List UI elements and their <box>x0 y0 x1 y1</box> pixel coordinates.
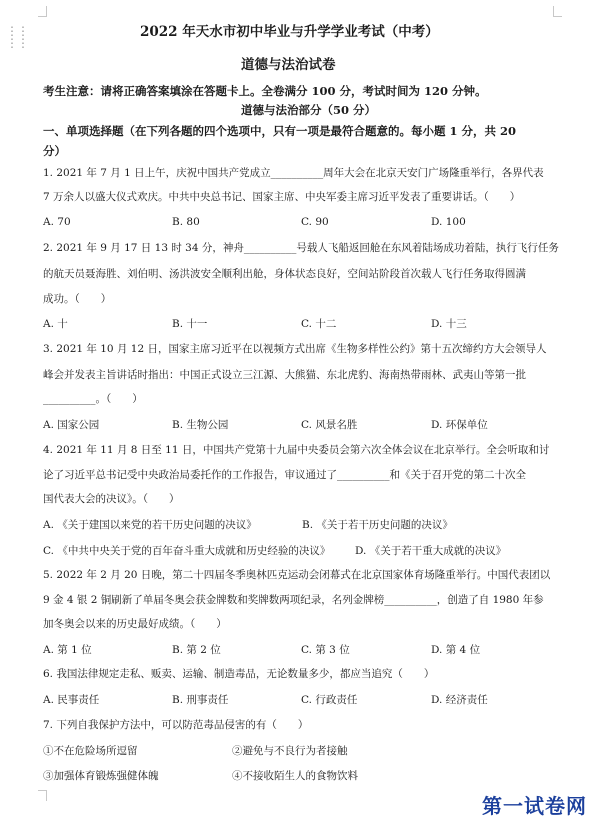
question-text: 3. 2021 年 10 月 12 日，国家主席习近平在以视频方式出席《生物多样性公约》第十五次缔约方大会领导人 <box>43 343 547 355</box>
part-heading: 道德与法治部分（50 分） <box>241 103 377 117</box>
option-b: B. 十一 <box>172 318 208 330</box>
option-c: C. 第 3 位 <box>301 644 350 656</box>
question-text: 的航天员聂海胜、刘伯明、汤洪波安全顺利出舱，身体状态良好，空间站阶段首次载人飞行任务取得圆满 <box>43 268 526 280</box>
question-text: 成功。（ ） <box>43 293 112 305</box>
question-text: 加冬奥会以来的历史最好成绩。（ ） <box>43 618 227 630</box>
option-a: A. 《关于建国以来党的若干历史问题的决议》 <box>43 519 257 531</box>
option-a: A. 国家公园 <box>43 419 100 431</box>
question-text: 7 万余人以盛大仪式欢庆。中共中央总书记、国家主席、中央军委主席习近平发表了重要讲话。（ ） <box>43 191 521 203</box>
statement-4: ④不接收陌生人的食物饮料 <box>232 770 358 782</box>
crop-mark-top-right <box>553 6 562 17</box>
option-b: B. 《关于若干历史问题的决议》 <box>302 519 453 531</box>
question-text: 9 金 4 银 2 铜刷新了单届冬奥会获金牌数和奖牌数两项纪录，名列金牌榜__________，创造了自 1980 年参 <box>43 594 544 606</box>
option-a: A. 十 <box>43 318 68 330</box>
crop-mark-top-left <box>38 6 47 17</box>
question-text: 4. 2021 年 11 月 8 日至 11 日，中国共产党第十九届中央委员会第六次全体会议在北京举行。全会听取和讨 <box>43 444 550 456</box>
option-d: D. 经济责任 <box>431 694 488 706</box>
option-a: A. 民事责任 <box>43 694 100 706</box>
crop-mark-bottom-left <box>38 790 47 801</box>
option-c: C. 十二 <box>301 318 337 330</box>
question-text: 6. 我国法律规定走私、贩卖、运输、制造毒品，无论数量多少，都应当追究（ ） <box>43 668 435 680</box>
question-text: 论了习近平总书记受中央政治局委托作的工作报告，审议通过了__________和《关于召开党的第二十次全 <box>43 469 526 481</box>
question-text: 5. 2022 年 2 月 20 日晚，第二十四届冬季奥林匹克运动会闭幕式在北京国家体育场隆重举行。中国代表团以 <box>43 569 551 581</box>
option-c: C. 《中共中央关于党的百年奋斗重大成就和历史经验的决议》 <box>43 545 331 557</box>
option-d: D. 十三 <box>431 318 467 330</box>
question-text: __________。（ ） <box>43 393 143 405</box>
option-d: D. 环保单位 <box>431 419 488 431</box>
question-text: 国代表大会的决议》。（ ） <box>43 493 180 505</box>
section-heading-cont: 分） <box>43 144 66 158</box>
question-text: 7. 下列自我保护方法中，可以防范毒品侵害的有（ ） <box>43 719 309 731</box>
option-b: B. 刑事责任 <box>172 694 229 706</box>
statement-1: ①不在危险场所逗留 <box>43 745 138 757</box>
option-d: D. 第 4 位 <box>431 644 481 656</box>
option-a: A. 第 1 位 <box>43 644 92 656</box>
page-subtitle: 道德与法治试卷 <box>241 57 336 73</box>
statement-3: ③加强体育锻炼强健体魄 <box>43 770 159 782</box>
option-c: C. 行政责任 <box>301 694 358 706</box>
question-text: 峰会并发表主旨讲话时指出：中国正式设立三江源、大熊猫、东北虎豹、海南热带雨林、武夷山等第一批 <box>43 369 526 381</box>
section-heading: 一、单项选择题（在下列各题的四个选项中，只有一项是最符合题意的。每小题 1 分，共 20 <box>43 124 517 138</box>
option-d: D. 《关于若干重大成就的决议》 <box>355 545 507 557</box>
question-text: 2. 2021 年 9 月 17 日 13 时 34 分，神舟__________号载人飞船返回舱在东风着陆场成功着陆，执行飞行任务 <box>43 242 559 254</box>
watermark-logo: 第一试卷网 <box>482 794 587 818</box>
question-text: 1. 2021 年 7 月 1 日上午，庆祝中国共产党成立__________周年大会在北京天安门广场隆重举行，各界代表 <box>43 167 544 179</box>
statement-2: ②避免与不良行为者接触 <box>232 745 348 757</box>
option-c: C. 90 <box>301 216 329 228</box>
option-b: B. 80 <box>172 216 200 228</box>
drag-handle-icon[interactable]: ⋮⋮ ⋮⋮ <box>6 24 28 50</box>
option-a: A. 70 <box>43 216 71 228</box>
option-b: B. 生物公园 <box>172 419 229 431</box>
exam-notice: 考生注意：请将正确答案填涂在答题卡上。全卷满分 100 分，考试时间为 120 分钟。 <box>43 84 487 98</box>
option-b: B. 第 2 位 <box>172 644 221 656</box>
page-title: 2022 年天水市初中毕业与升学学业考试（中考） <box>140 24 439 40</box>
option-c: C. 风景名胜 <box>301 419 358 431</box>
option-d: D. 100 <box>431 216 466 228</box>
